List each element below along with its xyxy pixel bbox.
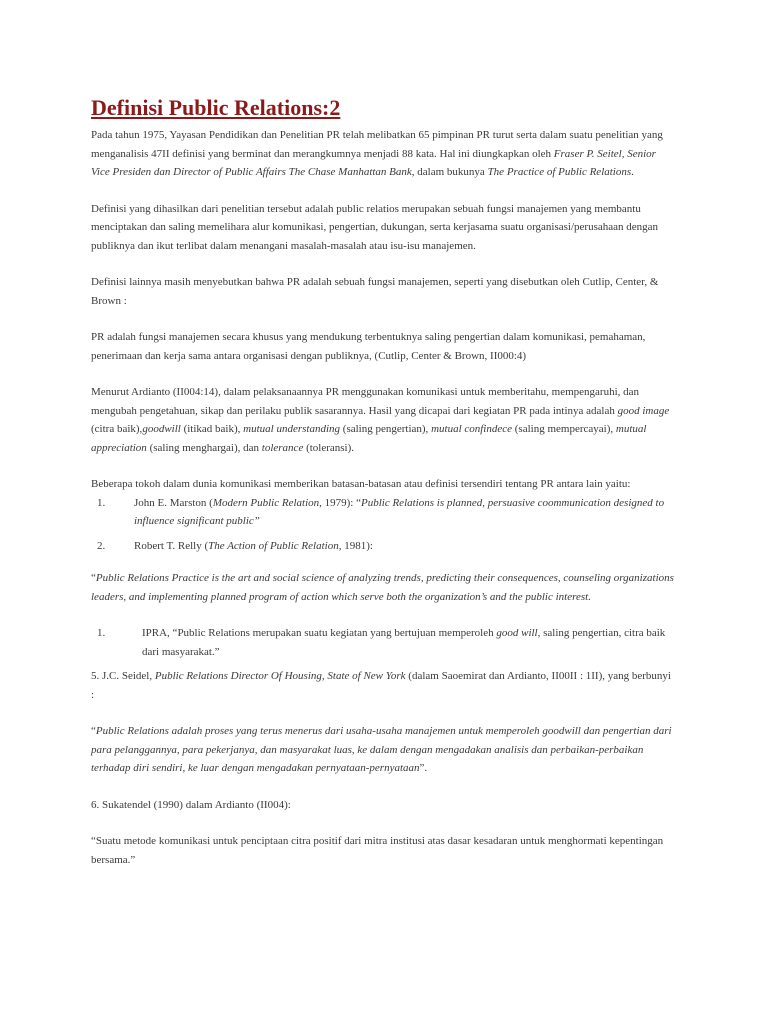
- italic-text: mutual understanding: [243, 423, 341, 435]
- italic-text: Public Relations Director Of Housing, State of New York: [154, 670, 406, 682]
- list-number: 1.: [97, 496, 106, 509]
- italic-text: The Action of Public Relation: [208, 539, 339, 552]
- text: ”.: [419, 762, 428, 774]
- italic-text: good image: [617, 404, 670, 417]
- text: “: [91, 572, 96, 584]
- text: (itikad baik),: [180, 423, 244, 435]
- list-item: [91, 494, 676, 531]
- text: , 1981):: [338, 539, 373, 552]
- italic-text: good will: [496, 627, 538, 639]
- definition-list: [91, 494, 676, 556]
- quote-sukatendel: “Suatu metode komunikasi untuk penciptaan citra positif dari mitra institusi atas dasar kesadaran untuk menghormati kepentingan bersama.”: [91, 835, 664, 866]
- list-item: [91, 537, 676, 556]
- list-item-body: [126, 494, 676, 531]
- italic-text: Public Relations Practice is the art and social science of analyzing trends, predicting their consequences, counseling organizations leaders, and implementing planned program of action which serve both the organization’s and the public interest.: [91, 572, 674, 603]
- italic-text: goodwill: [142, 423, 181, 435]
- text: (citra baik),: [91, 423, 143, 435]
- quote-relly: [91, 569, 676, 606]
- text: 5. J.C. Seidel,: [91, 670, 155, 682]
- paragraph-seidel: [91, 667, 676, 704]
- list-item-body: [126, 537, 676, 556]
- text: (saling mempercayai),: [512, 423, 616, 435]
- italic-text: mutual appreciation: [91, 423, 647, 454]
- paragraph-cutlip-intro: Definisi lainnya masih menyebutkan bahwa PR adalah sebuah fungsi manajemen, seperti yang disebutkan oleh Cutlip, Center, & Brown :: [91, 276, 659, 307]
- italic-text: Modern Public Relation: [212, 496, 320, 509]
- paragraph-cutlip-definition: PR adalah fungsi manajemen secara khusus yang mendukung terbentuknya saling pengertian dalam komunikasi, pemahaman, penerimaan dan kerja sama antara organisasi dengan publiknya, (Cutlip, Center & Brown, II000:4): [91, 331, 646, 362]
- text: IPRA, “Public Relations merupakan suatu kegiatan yang bertujuan memperoleh: [142, 627, 497, 639]
- text: , dalam bukunya: [411, 166, 488, 178]
- list-number: 2.: [97, 539, 106, 552]
- text: (toleransi).: [303, 441, 355, 454]
- paragraph-definition: Definisi yang dihasilkan dari penelitian tersebut adalah public relatios merupakan sebuah fungsi manajemen yang membantu menciptakan dan saling memelihara alur komunikasi, pengertian, dukungan, serta kerjasama suatu organisasi/perusahaan dengan publiknya dan ikut terlibat dalam menangani masalah-masalah atau isu-isu manajemen.: [91, 202, 659, 252]
- italic-text: Public Relations adalah proses yang terus menerus dari usaha-usaha manajemen untuk memperoleh goodwill dan pengertian dari para pelanggannya, para pekerjanya, dan masyarakat luas, ke dalam dengan mengadakan analisis dan perbaikan-perbaikan terhadap diri sendiri, ke luar dengan mengadakan pernyataan-pernyataan: [91, 725, 672, 774]
- text: (saling pengertian),: [340, 423, 432, 435]
- text: , 1979): “: [319, 496, 361, 509]
- text: Robert T. Relly (: [134, 539, 209, 552]
- list-item-body: [126, 624, 676, 661]
- text: Menurut Ardianto (II004:14), dalam pelaksanaannya PR menggunakan komunikasi untuk memberitahu, mempengaruhi, dan mengubah pengetahuan, sikap dan perilaku publik sasarannya. Hasil yang dicapai dari kegiatan PR pada intinya adalah: [91, 386, 640, 417]
- italic-text: tolerance: [261, 441, 304, 454]
- text: .: [631, 166, 634, 178]
- paragraph-sukatendel: 6. Sukatendel (1990) dalam Ardianto (II004):: [91, 798, 291, 811]
- paragraph-ardianto: [91, 383, 676, 457]
- italic-text: Public Relations is planned, persuasive coommunication designed to influence significant public”: [134, 496, 665, 527]
- text: Pada tahun 1975, Yayasan Pendidikan dan Penelitian PR telah melibatkan 65 pimpinan PR turut serta dalam suatu penelitian yang menganalisis 47II definisi yang berminat dan merangkumnya menjadi 88 kata. Hal ini diungkapkan oleh: [91, 129, 663, 160]
- text: “: [91, 725, 96, 737]
- text: (saling menghargai), dan: [146, 441, 262, 454]
- page-title: Definisi Public Relations:2: [91, 95, 341, 120]
- paragraph-tokoh: Beberapa tokoh dalam dunia komunikasi memberikan batasan-batasan atau definisi tersendiri tentang PR antara lain yaitu:: [91, 478, 631, 490]
- quote-seidel: [91, 722, 676, 778]
- italic-text: Fraser P. Seitel, Senior Vice Presiden dan Director of Public Affairs The Chase Manhattan Bank: [91, 147, 656, 178]
- list-number: 1.: [97, 627, 106, 639]
- text: , saling pengertian, citra baik dari masyarakat.”: [142, 627, 666, 658]
- text: (dalam Saoemirat dan Ardianto, II00II : 1II), yang berbunyi :: [91, 670, 671, 701]
- paragraph-intro: [91, 126, 676, 182]
- italic-text: mutual confindece: [431, 423, 513, 435]
- italic-text: The Practice of Public Relations: [487, 166, 632, 178]
- list-item-ipra: [91, 624, 676, 661]
- text: John E. Marston (: [134, 496, 213, 509]
